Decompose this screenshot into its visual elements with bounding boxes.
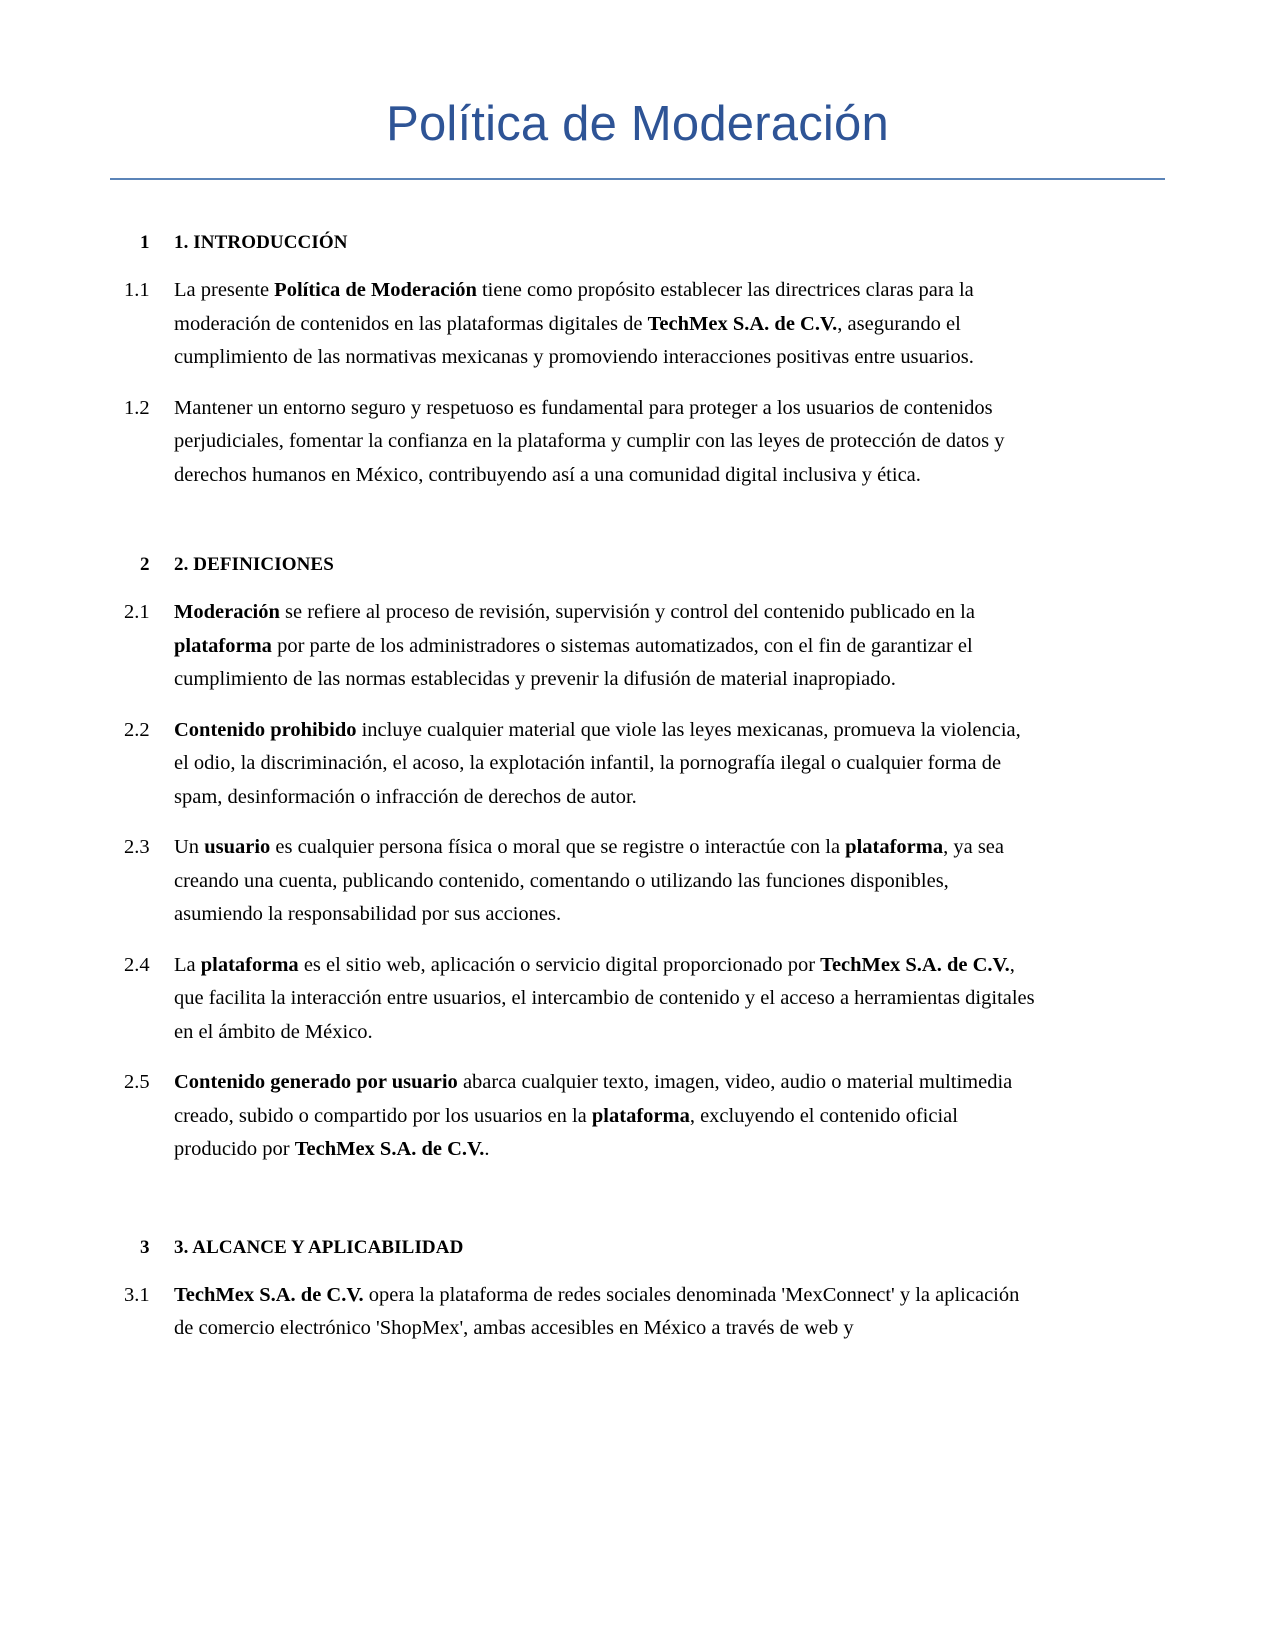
sections-container	[118, 232, 1157, 1346]
clause-text-run: Un	[174, 836, 205, 859]
clause-number: 3.1	[124, 1283, 150, 1306]
clause-text	[174, 274, 1040, 375]
clause-text-run: , ya sea creando una cuenta, publicando contenido, comentando o utilizando las funciones disponibles, asumiendo la responsabilidad por sus acciones.	[174, 836, 1005, 926]
section-spacer	[118, 492, 1157, 554]
clause-number: 1.2	[124, 396, 150, 419]
clause-text-run: La presente	[174, 279, 275, 302]
clause-term-bold: Política de Moderación	[274, 279, 477, 302]
section-number: 3	[140, 1236, 150, 1258]
clause-text-run: se refiere al proceso de revisión, supervisión y control del contenido publicado en la	[279, 601, 975, 624]
section-title: 2. DEFINICIONES	[174, 554, 334, 576]
clause	[118, 392, 1157, 493]
page-title: Política de Moderación	[386, 97, 889, 151]
clause-text	[174, 392, 1040, 493]
clause-spacer	[118, 1049, 1157, 1066]
heading-spacer	[118, 254, 1157, 274]
clause-text	[174, 714, 1040, 815]
clause-text-run: tiene como propósito establecer las directrices claras para la moderación de contenidos en las plataformas digitales de	[174, 279, 974, 335]
clause-number: 2.3	[124, 836, 150, 859]
section-number: 2	[140, 554, 150, 576]
section-heading	[118, 554, 1157, 576]
clause	[118, 949, 1157, 1050]
clause-text-run: es el sitio web, aplicación o servicio digital proporcionado por	[298, 953, 821, 976]
clause-number: 1.1	[124, 279, 150, 302]
clause-term-bold: TechMex S.A. de C.V.	[294, 1138, 485, 1161]
clause	[118, 1279, 1157, 1346]
clause-spacer	[118, 932, 1157, 949]
clause-text	[174, 1279, 1040, 1346]
clause-term-bold: plataforma	[200, 953, 299, 976]
clause-text-run: , excluyendo el contenido oficial producido por	[174, 1104, 958, 1161]
heading-spacer	[118, 576, 1157, 596]
clause-text	[174, 1066, 1040, 1167]
clause-number: 2.1	[124, 601, 150, 624]
clause-number: 2.2	[124, 718, 150, 741]
clause-text-run: Mantener un entorno seguro y respetuoso es fundamental para proteger a los usuarios de contenidos perjudiciales, fomentar la confianza en la plataforma y cumplir con las leyes de protección de datos y derechos humanos en México, contribuyendo así a una comunidad digital inclusiva y ética.	[174, 396, 1005, 486]
section-heading	[118, 1237, 1157, 1259]
section-heading	[118, 232, 1157, 254]
clause-spacer	[118, 375, 1157, 392]
clause-text-run: , que facilita la interacción entre usuarios, el intercambio de contenido y el acceso a herramientas digitales en el ámbito de México.	[174, 953, 1035, 1043]
clause-spacer	[118, 814, 1157, 831]
clause-text	[174, 596, 1040, 697]
clause	[118, 831, 1157, 932]
document-body	[0, 180, 1275, 1346]
clause-term-bold: plataforma	[174, 634, 272, 657]
clause-text-run: , asegurando el cumplimiento de las normativas mexicanas y promoviendo interacciones positivas entre usuarios.	[174, 312, 974, 369]
section-title: 3. ALCANCE Y APLICABILIDAD	[174, 1236, 464, 1258]
clause	[118, 1066, 1157, 1167]
clause-text-run: opera la plataforma de redes sociales denominada 'MexConnect' y la aplicación de comercio electrónico 'ShopMex', ambas accesibles en México a través de web y	[174, 1283, 1020, 1340]
clause-text-run: incluye cualquier material que viole las leyes mexicanas, promueva la violencia, el odio, la discriminación, el acoso, la explotación infantil, la pornografía ilegal o cualquier forma de spam, desinformación o infracción de derechos de autor.	[174, 718, 1021, 808]
clause-term-bold: Contenido generado por usuario	[174, 1071, 458, 1094]
clause-text-run: .	[484, 1138, 490, 1161]
heading-spacer	[118, 1259, 1157, 1279]
clause-number: 2.4	[124, 953, 150, 976]
clause-text-run: La	[174, 953, 201, 976]
clause-term-bold: TechMex S.A. de C.V.	[174, 1283, 364, 1306]
clause-term-bold: TechMex S.A. de C.V.	[820, 953, 1010, 976]
clause-text	[174, 831, 1040, 932]
clause-number: 2.5	[124, 1071, 150, 1094]
clause-term-bold: plataforma	[845, 836, 944, 859]
section-spacer	[118, 1167, 1157, 1237]
clause-term-bold: Contenido prohibido	[174, 718, 357, 741]
section-title: 1. INTRODUCCIÓN	[174, 232, 348, 254]
clause-text-run: es cualquier persona física o moral que se registre o interactúe con la	[270, 836, 846, 859]
clause-term-bold: TechMex S.A. de C.V.	[647, 312, 838, 335]
clause-term-bold: Moderación	[174, 601, 280, 624]
clause-text-run: abarca cualquier texto, imagen, video, audio o material multimedia creado, subido o compartido por los usuarios en la	[174, 1071, 1013, 1127]
title-block	[0, 0, 1275, 180]
clause-term-bold: usuario	[204, 836, 271, 859]
clause	[118, 714, 1157, 815]
section-number: 1	[140, 232, 150, 254]
clause	[118, 596, 1157, 697]
clause	[118, 274, 1157, 375]
clause-text	[174, 949, 1040, 1050]
clause-text-run: por parte de los administradores o sistemas automatizados, con el fin de garantizar el cumplimiento de las normas establecidas y prevenir la difusión de material inapropiado.	[174, 634, 973, 691]
clause-spacer	[118, 697, 1157, 714]
clause-term-bold: plataforma	[591, 1104, 690, 1127]
